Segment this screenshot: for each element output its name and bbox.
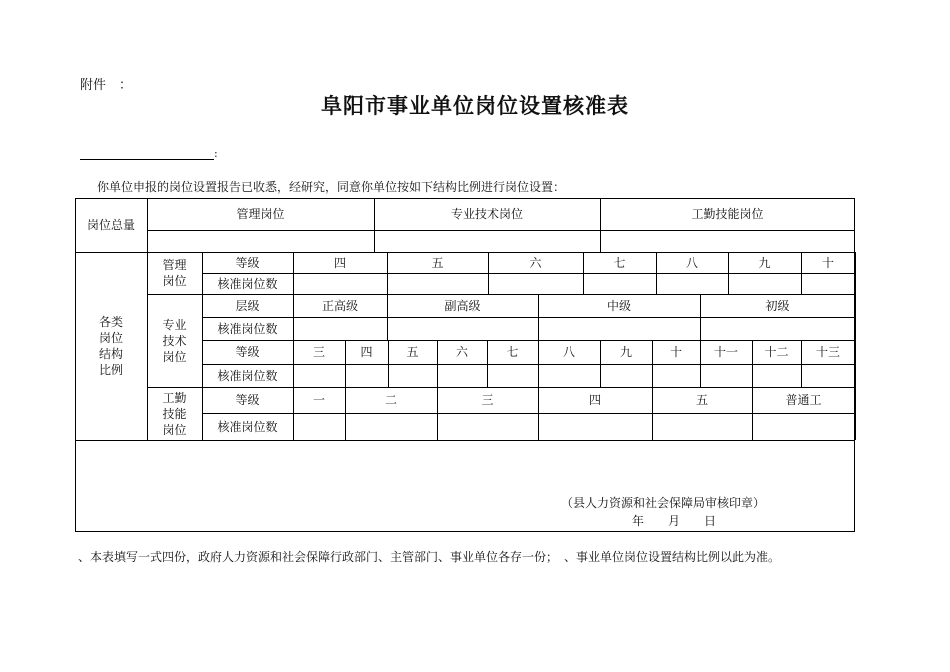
professional-count-label: 核准岗位数 [217, 368, 278, 383]
professional-grade-cell: 九 [619, 345, 632, 359]
professional-count-field[interactable] [294, 365, 345, 387]
professional-count-field[interactable] [389, 365, 437, 387]
skilled-count-field[interactable] [438, 414, 538, 440]
recipient-blank-line[interactable] [80, 145, 214, 160]
professional-grade-cell: 十三 [815, 345, 840, 359]
professional-grade-label: 等级 [235, 345, 260, 359]
management-grade-cell: 四 [333, 255, 346, 270]
management-grade-cell: 六 [529, 255, 542, 270]
management-count-field[interactable] [294, 274, 387, 294]
table-rule [75, 531, 855, 532]
footnote-text: 、本表填写一式四份，政府人力资源和社会保障行政部门、主管部门、事业单位各存一份； 、事业单位岗位设置结构比例以此为准。 [78, 550, 781, 564]
management-grade-cell: 五 [431, 255, 444, 270]
skilled-count-field[interactable] [653, 414, 752, 440]
professional-tier-count-field[interactable] [701, 318, 855, 340]
total-positions-label: 岗位总量 [86, 218, 135, 232]
professional-count-field[interactable] [802, 365, 855, 387]
table-rule [855, 252, 856, 294]
skilled-grade-cell: 一 [312, 393, 325, 407]
management-grade-cell: 八 [685, 255, 698, 270]
professional-tier-cell: 中级 [606, 298, 631, 313]
professional-tier-cell: 初级 [765, 298, 790, 313]
professional-tier-label: 层级 [235, 298, 260, 313]
table-rule [855, 387, 856, 440]
recipient-colon: : [214, 147, 218, 160]
management-grade-cell: 九 [758, 255, 771, 270]
category-professional-header: 专业技术岗位 [450, 207, 523, 221]
professional-grade-cell: 五 [406, 345, 419, 359]
skilled-grade-cell: 五 [695, 393, 708, 407]
table-rule [855, 340, 856, 387]
professional-count-field[interactable] [346, 365, 388, 387]
professional-count-field[interactable] [653, 365, 700, 387]
management-count-field[interactable] [584, 274, 656, 294]
document-title: 阜阳市事业单位岗位设置核准表 [321, 93, 629, 118]
professional-tier-count-field[interactable] [294, 318, 387, 340]
management-grade-cell: 七 [613, 255, 626, 270]
management-section-label: 管理 岗位 [162, 258, 187, 288]
professional-grade-cell: 四 [360, 345, 373, 359]
professional-section-label: 专业 技术 岗位 [162, 317, 187, 364]
skilled-grade-cell: 普通工 [785, 393, 822, 407]
skilled-count-field[interactable] [346, 414, 437, 440]
professional-tier-cell: 副高级 [444, 298, 481, 313]
management-count-label: 核准岗位数 [217, 276, 278, 291]
structure-ratio-label: 各类 岗位 结构 比例 [98, 315, 123, 377]
category-management-header: 管理岗位 [236, 207, 285, 221]
professional-count-field[interactable] [539, 365, 600, 387]
professional-total-field[interactable] [375, 231, 600, 252]
skilled-total-field[interactable] [601, 231, 855, 252]
professional-tier-count-label: 核准岗位数 [217, 321, 278, 336]
management-count-field[interactable] [657, 274, 728, 294]
skilled-grade-cell: 三 [481, 393, 494, 407]
skilled-grade-label: 等级 [235, 393, 260, 407]
skilled-grade-cell: 四 [588, 393, 601, 407]
skilled-count-label: 核准岗位数 [217, 419, 278, 434]
skilled-section-label: 工勤 技能 岗位 [162, 390, 187, 437]
professional-tier-count-field[interactable] [388, 318, 538, 340]
approval-remarks-area[interactable] [76, 441, 854, 493]
attachment-label: 附件 ： [80, 78, 133, 93]
professional-tier-count-field[interactable] [539, 318, 700, 340]
skilled-count-field[interactable] [294, 414, 345, 440]
professional-count-field[interactable] [753, 365, 801, 387]
management-grade-cell: 十 [821, 255, 834, 270]
table-rule [855, 294, 856, 340]
professional-count-field[interactable] [601, 365, 652, 387]
category-skilled-header: 工勤技能岗位 [691, 207, 764, 221]
intro-text: 你单位申报的岗位设置报告已收悉，经研究，同意你单位按如下结构比例进行岗位设置： [97, 180, 566, 194]
skilled-grade-cell: 二 [384, 393, 397, 407]
professional-tier-cell: 正高级 [321, 298, 358, 313]
management-grade-label: 等级 [235, 255, 260, 270]
professional-count-field[interactable] [701, 365, 752, 387]
management-total-field[interactable] [148, 231, 374, 252]
seal-note: （县人力资源和社会保障局审核印章） [561, 496, 766, 510]
professional-grade-cell: 六 [455, 345, 468, 359]
professional-grade-cell: 八 [562, 345, 575, 359]
management-count-field[interactable] [388, 274, 488, 294]
approval-date: 年 月 日 [632, 514, 717, 528]
management-count-field[interactable] [802, 274, 855, 294]
professional-grade-cell: 十一 [713, 345, 738, 359]
professional-grade-cell: 十二 [764, 345, 789, 359]
professional-grade-cell: 十 [669, 345, 682, 359]
skilled-count-field[interactable] [539, 414, 652, 440]
approval-form-table [75, 198, 855, 531]
management-count-field[interactable] [489, 274, 583, 294]
skilled-count-field[interactable] [753, 414, 855, 440]
professional-count-field[interactable] [488, 365, 538, 387]
management-count-field[interactable] [729, 274, 801, 294]
professional-count-field[interactable] [438, 365, 487, 387]
professional-grade-cell: 七 [506, 345, 519, 359]
professional-grade-cell: 三 [312, 345, 325, 359]
